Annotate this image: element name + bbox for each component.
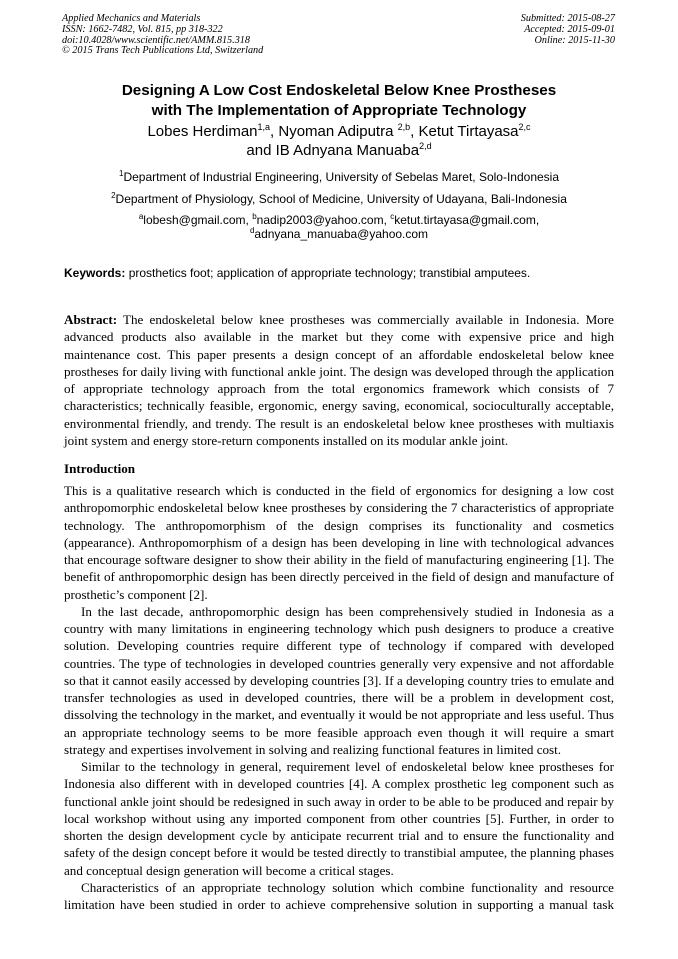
title-line-1: Designing A Low Cost Endoskeletal Below Knee Prostheses [121, 82, 557, 99]
email-marker: a [138, 212, 144, 221]
abstract-text: The endoskeletal below knee prostheses was commercially available in Indonesia. More advanced products also available in the market but they come with expensive price and high maintenance cost. This paper presents a design concept of an affordable endoskeletal below knee prostheses for daily living with functional ankle joint. The design was developed through the application of appropriate technology approach from the total ergonomics framework which consists of 7 characteristics; technically feasible, ergonomic, energy saving, economical, socioculturally acceptable, environmental friendly, and trendy. The result is an endoskeletal below knee prostheses with multiaxis joint system and energy store-return components installed on its modular ankle joint. [64, 312, 614, 448]
affiliation-1 [0, 170, 678, 184]
author-name: Ketut Tirtayasa [418, 123, 519, 140]
author-affiliation-marker: 2,b [397, 122, 411, 132]
email-marker: b [252, 212, 257, 221]
section-heading-introduction: Introduction [64, 461, 136, 476]
affiliation-marker: 1 [118, 169, 124, 178]
author-separator: , [270, 123, 279, 140]
author-name: Lobes Herdiman [147, 123, 258, 140]
paper-title [0, 81, 678, 121]
affiliation-marker: 2 [111, 191, 116, 200]
author-name: Nyoman Adiputra [278, 123, 398, 140]
author-separator: , [410, 123, 419, 140]
author-conjunction: and [246, 141, 276, 159]
affiliation-text: Department of Physiology, School of Medicine, University of Udayana, Bali-Indonesia [115, 192, 567, 206]
abstract [64, 311, 614, 449]
affiliation-2 [0, 192, 678, 206]
abstract-label: Abstract: [64, 312, 118, 327]
paragraph: In the last decade, anthropomorphic design has been comprehensively studied in Indonesia as a country with many limitations in engineering technology which push designers to produce a creative solution. Developing countries require different type of technology if compared with developed countries. The type of technologies in developed countries generally very expensive and not affordable so that it cannot easily accessed by developing countries [3]. If a developing country tries to emulate and transfer technologies as used in developed countries, there will be a problem in development cost, dissolving the technology in the market, and eventually it would be not appropriate and less useful. Thus an appropriate technology seems to be more feasible approach even though it will require a smart strategy and expertises involvement in solving and realizing functional features in limited cost. [64, 603, 614, 757]
email-list [0, 213, 678, 241]
keywords [64, 266, 530, 280]
journal-name: Applied Mechanics and Materials [62, 13, 201, 24]
paragraph: This is a qualitative research which is conducted in the field of ergonomics for designing a low cost anthropomorphic endoskeletal below knee prostheses by considering the 7 characteristics of appropriate technology. The anthropomorphism of the design comprises its functionality and cosmetics (appearance). Anthropomorphism of a design has been developing in line with technological advances that encourage software designer to show their ability in the field of manufacturing engineering [1]. The benefit of anthropomorphic design has been directly perceived in the field of design and manufacture of prosthetic’s component [2]. [64, 483, 614, 602]
journal-copyright: © 2015 Trans Tech Publications Ltd, Switzerland [62, 45, 264, 57]
keywords-label: Keywords: [64, 266, 126, 280]
author-list [0, 123, 678, 160]
affiliation-text: Department of Industrial Engineering, University of Sebelas Maret, Solo-Indonesia [123, 170, 559, 184]
author-affiliation-marker: 2,d [419, 140, 432, 151]
journal-info [62, 14, 263, 57]
paragraph: Characteristics of an appropriate technology solution which combine functionality and resource limitation have been studied in order to achieve comprehensive solution in supporting a manual task [64, 879, 614, 912]
journal-doi: doi:10.4028/www.scientific.net/AMM.815.318 [62, 34, 250, 46]
email-marker: c [390, 212, 395, 221]
author-name: IB Adnyana Manuaba [275, 141, 420, 159]
journal-issn: ISSN: 1662-7482, Vol. 815, pp 318-322 [62, 23, 223, 35]
author-affiliation-marker: 2,c [518, 122, 531, 132]
author-affiliation-marker: 1,a [257, 122, 271, 132]
date-accepted: Accepted: 2015-09-01 [524, 23, 615, 35]
email-address[interactable]: lobesh@gmail.com, [143, 213, 253, 227]
paragraph: Similar to the technology in general, requirement level of endoskeletal below knee prostheses for Indonesia also different with in developed countries [4]. A complex prosthetic leg component such as functional ankle joint should be redesigned in such away in order to be able to be produced and repair by local workshop without using any imported component from other countries [5]. Further, in order to shorten the design development cycle by anticipate recurrent trial and to ensure the functionality and safety of the design concept before it would be tested directly to transtibial amputee, the planning phases and conceptual design generation will become a critical stages. [64, 759, 614, 878]
email-address[interactable]: adnyana_manuaba@yahoo.com [254, 227, 429, 241]
keywords-text: prosthetics foot; application of appropriate technology; transtibial amputees. [125, 266, 531, 280]
date-submitted: Submitted: 2015-08-27 [520, 13, 615, 24]
publication-dates [521, 14, 615, 46]
email-address[interactable]: nadip2003@yahoo.com, [256, 213, 391, 227]
date-online: Online: 2015-11-30 [534, 34, 615, 46]
email-address[interactable]: ketut.tirtayasa@gmail.com, [394, 213, 540, 227]
email-marker: d [249, 226, 255, 235]
introduction-body [64, 482, 614, 913]
title-line-2: with The Implementation of Appropriate Technology [151, 102, 527, 119]
